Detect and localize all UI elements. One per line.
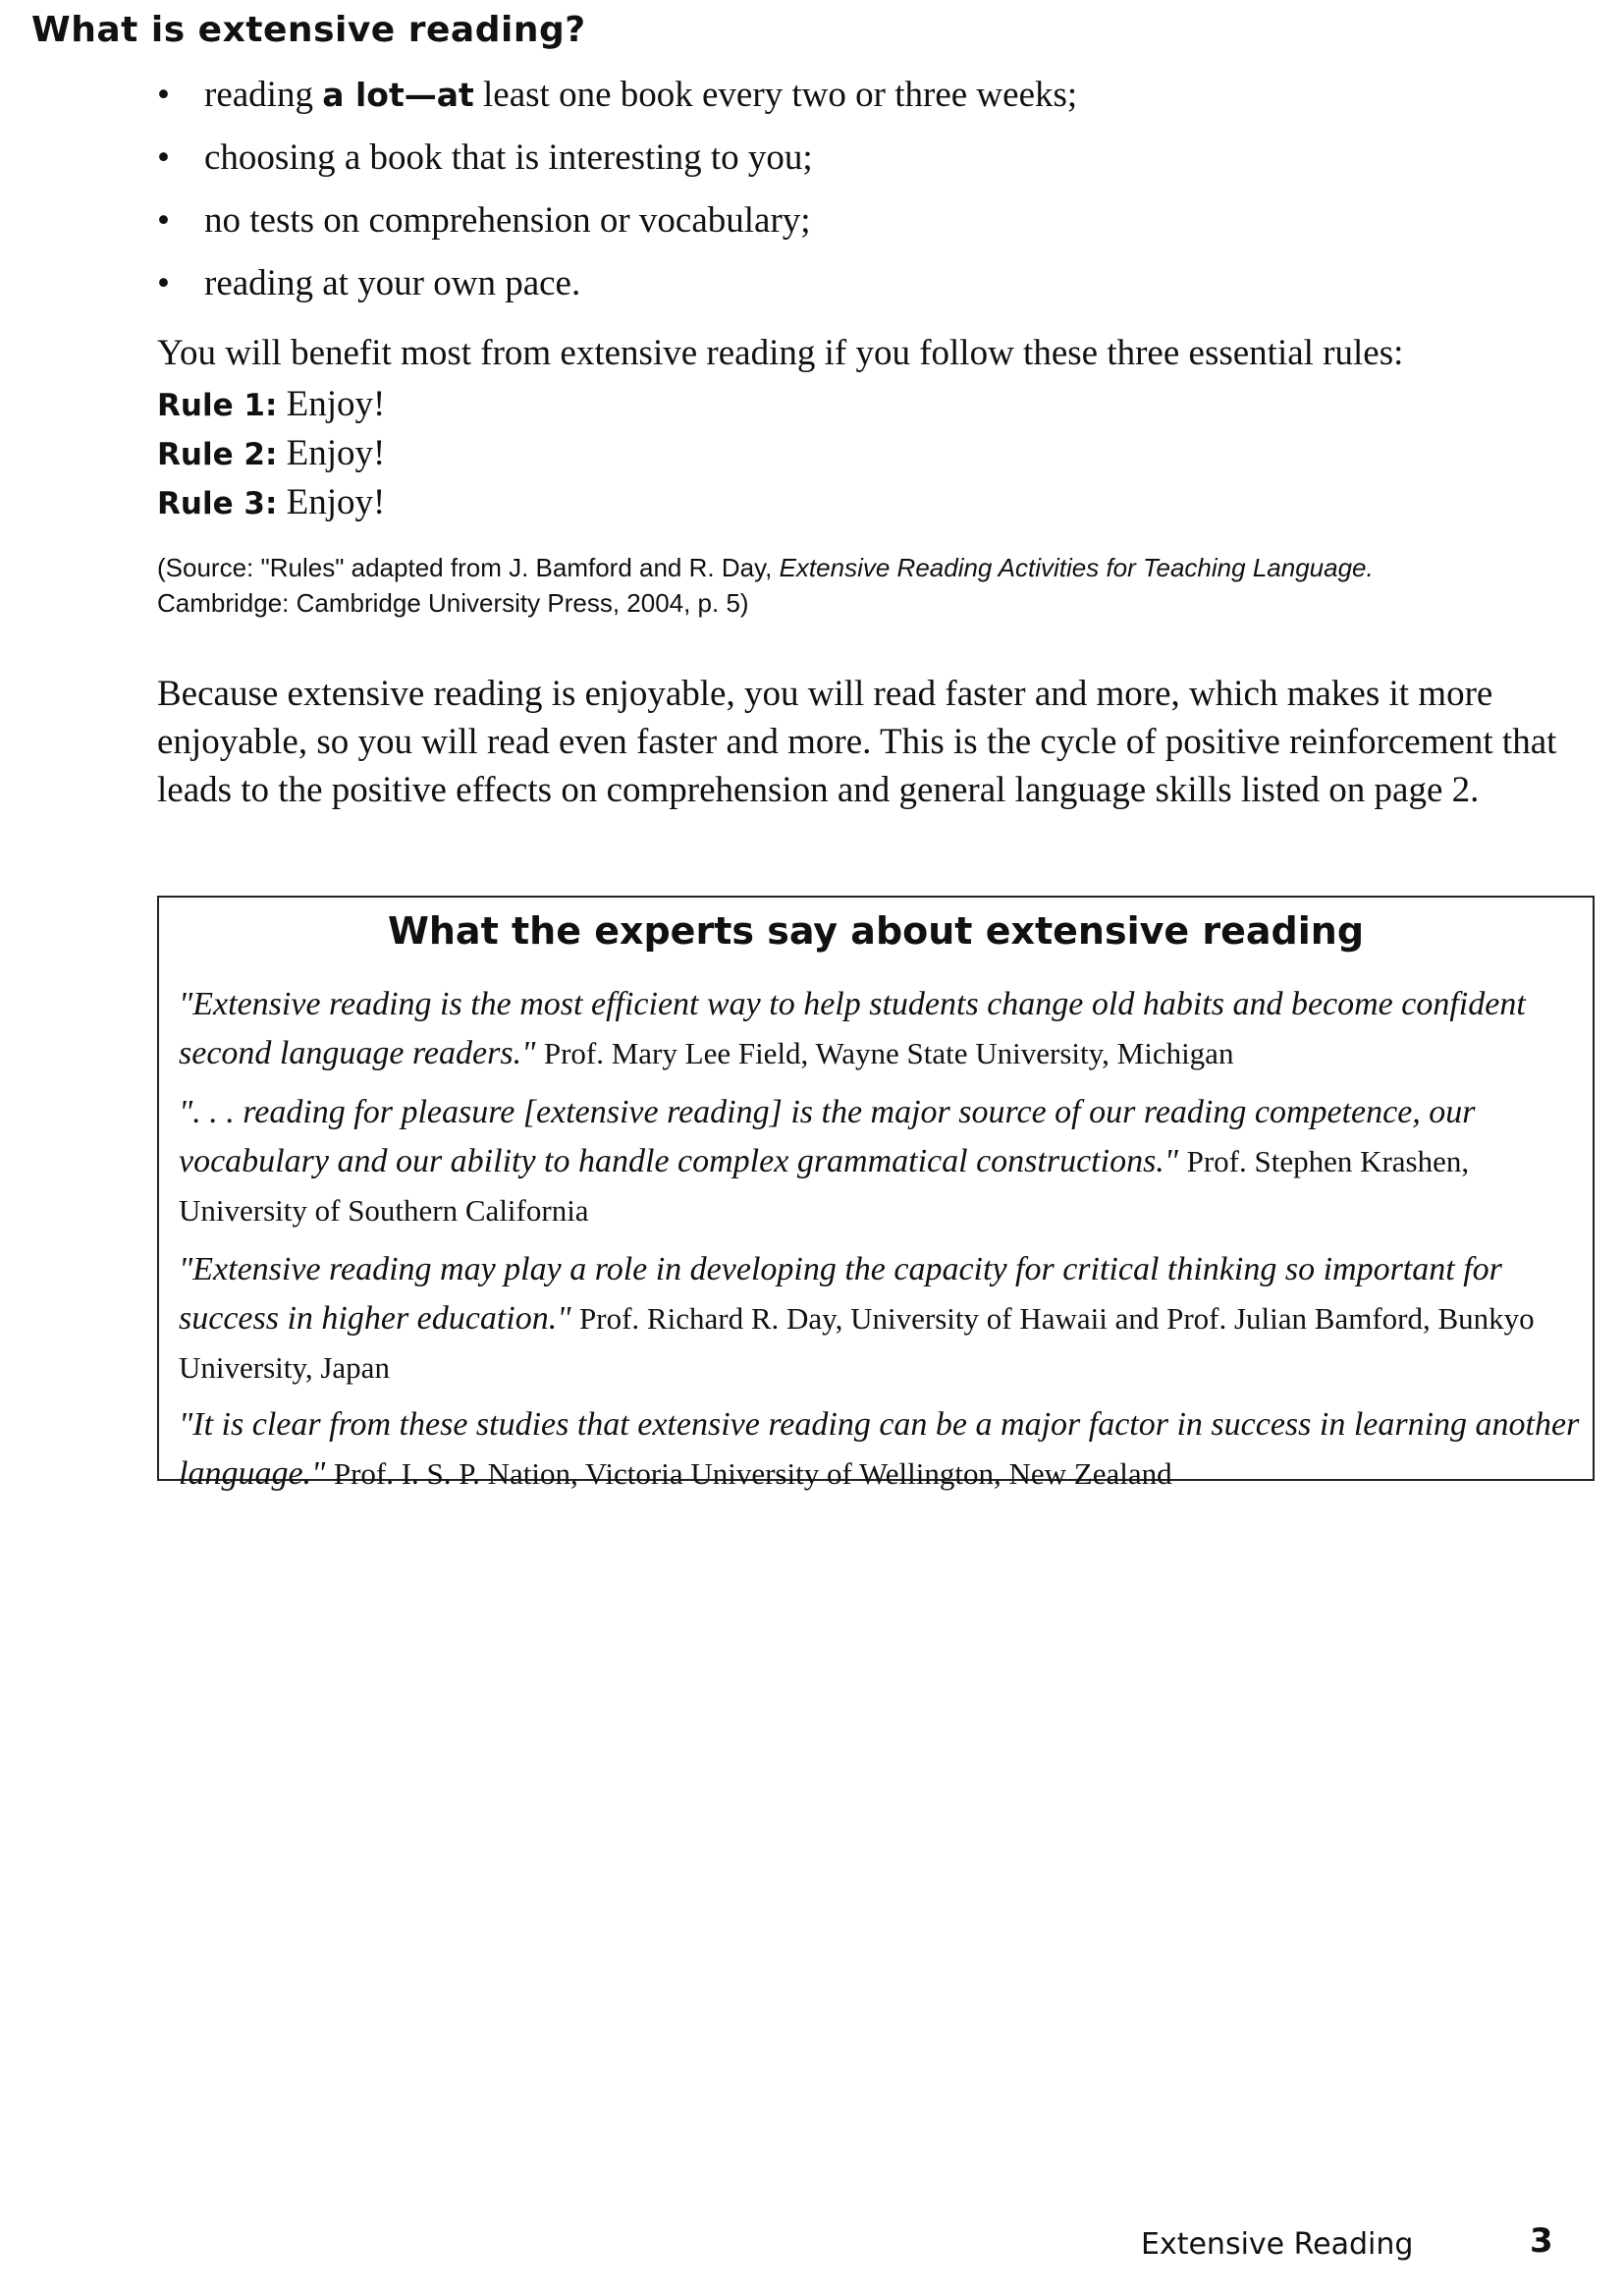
quote-text: "It is clear from these studies that extensive reading can be a major factor in success in learning another language."	[179, 1406, 1580, 1492]
bullet-text-post: least one book every two or three weeks;	[473, 75, 1078, 115]
source-citation	[157, 550, 1551, 621]
source-post: Cambridge: Cambridge University Press, 2004, p. 5)	[157, 588, 749, 618]
rule-text: Enjoy!	[286, 433, 386, 473]
quote-text: "Extensive reading is the most efficient way to help students change old habits and become confident second language readers."	[179, 986, 1526, 1071]
bullet-list	[155, 67, 1432, 318]
bullet-text: choosing a book that is interesting to you;	[204, 137, 813, 178]
rule-label: Rule 1:	[157, 388, 278, 423]
bullet-item	[155, 67, 1432, 130]
bullet-dot: •	[157, 263, 170, 303]
bullet-text: reading at your own pace.	[204, 263, 581, 303]
expert-quote	[179, 980, 1583, 1078]
bullet-item	[155, 130, 1432, 192]
bullet-text: no tests on comprehension or vocabulary;	[204, 200, 811, 241]
quote-text: "Extensive reading may play a role in developing the capacity for critical thinking so important for success in higher education."	[179, 1251, 1502, 1337]
expert-quote	[179, 1245, 1583, 1393]
quote-attribution: Prof. Mary Lee Field, Wayne State University, Michigan	[543, 1036, 1234, 1070]
rule-label: Rule 2:	[157, 437, 278, 472]
page-heading: What is extensive reading?	[31, 10, 586, 50]
quote-text: ". . . reading for pleasure [extensive reading] is the major source of our reading competence, our vocabulary and our ability to handle complex grammatical constructions."	[179, 1094, 1476, 1179]
body-paragraph: Because extensive reading is enjoyable, you will read faster and more, which makes it more enjoyable, so you will read even faster and more. This is the cycle of positive reinforcement that leads to the positive effects on comprehension and general language skills listed on page 2.	[157, 674, 1557, 810]
rule-line	[157, 381, 385, 430]
bullet-dot: •	[157, 200, 170, 241]
experts-title: What the experts say about extensive reading	[387, 909, 1365, 953]
bullet-item	[155, 255, 1432, 318]
bullet-dot: •	[157, 137, 170, 178]
rules-list	[157, 381, 385, 528]
rule-text: Enjoy!	[286, 482, 386, 522]
bullet-text-pre: reading	[204, 75, 323, 115]
quote-attribution: Prof. Stephen Krashen, University of Southern California	[179, 1144, 1470, 1228]
page-number: 3	[1530, 2221, 1553, 2261]
bullet-item	[155, 192, 1432, 255]
quote-attribution: Prof. Richard R. Day, University of Hawaii and Prof. Julian Bamford, Bunkyo University, Japan	[179, 1301, 1535, 1385]
source-pre: (Source: "Rules" adapted from J. Bamford and R. Day,	[157, 553, 780, 582]
source-title: Extensive Reading Activities for Teaching Language.	[779, 553, 1374, 582]
quote-attribution: Prof. I. S. P. Nation, Victoria University of Wellington, New Zealand	[333, 1456, 1172, 1491]
rule-text: Enjoy!	[286, 384, 386, 424]
bullet-text-bold: a lot—at	[322, 76, 474, 114]
rule-line	[157, 479, 385, 528]
rule-line	[157, 430, 385, 479]
rule-label: Rule 3:	[157, 486, 278, 521]
footer-label: Extensive Reading	[1141, 2227, 1414, 2262]
rules-intro: You will benefit most from extensive reading if you follow these three essential rules:	[157, 333, 1404, 373]
expert-quote	[179, 1088, 1583, 1235]
experts-box	[157, 896, 1595, 1492]
bullet-dot: •	[157, 75, 170, 115]
expert-quote	[179, 1400, 1583, 1499]
